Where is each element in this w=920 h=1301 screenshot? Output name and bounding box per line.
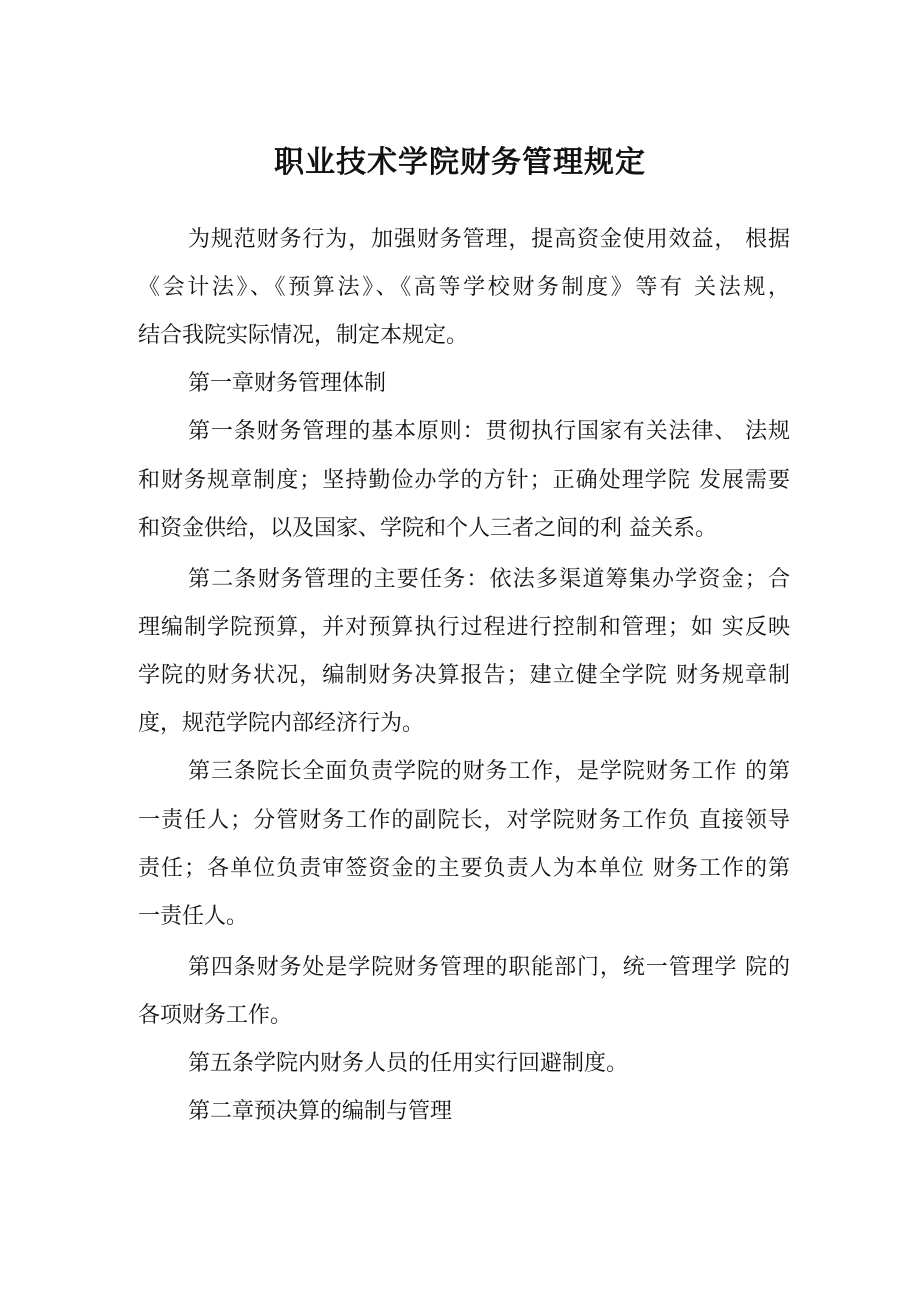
paragraph-line: 学院的财务状况，编制财务决算报告；建立健全学院 财务规章制	[138, 663, 790, 688]
paragraph-line: 一责任人；分管财务工作的副院长，对学院财务工作负 直接领导	[138, 808, 790, 833]
paragraph-line: 和资金供给，以及国家、学院和个人三者之间的利 益关系。	[138, 516, 717, 541]
paragraph-line: 各项财务工作。	[138, 1003, 293, 1028]
paragraph-line: 《会计法》、《预算法》、《高等学校财务制度》等有 关法规，	[138, 275, 790, 300]
paragraph-line: 度，规范学院内部经济行为。	[138, 711, 425, 736]
paragraph-line: 第五条学院内财务人员的任用实行回避制度。	[188, 1051, 629, 1076]
paragraph-line: 一责任人。	[138, 904, 249, 929]
paragraph-line: 第一条财务管理的基本原则：贯彻执行国家有关法律、 法规	[188, 419, 790, 444]
chapter-heading: 第二章预决算的编制与管理	[188, 1099, 453, 1124]
paragraph-line: 理编制学院预算，并对预算执行过程进行控制和管理；如 实反映	[138, 615, 790, 640]
paragraph-line: 和财务规章制度；坚持勤俭办学的方针；正确处理学院 发展需要	[138, 468, 790, 493]
paragraph-line: 第二条财务管理的主要任务：依法多渠道筹集办学资金；合	[188, 567, 790, 592]
paragraph-line: 第四条财务处是学院财务管理的职能部门，统一管理学 院的	[188, 955, 790, 980]
paragraph-line: 责任；各单位负责审签资金的主要负责人为本单位 财务工作的第	[138, 856, 790, 881]
paragraph-line: 为规范财务行为，加强财务管理，提高资金使用效益， 根据	[188, 227, 790, 252]
document-title: 职业技术学院财务管理规定	[274, 145, 646, 180]
paragraph-line: 结合我院实际情况，制定本规定。	[138, 323, 469, 348]
chapter-heading: 第一章财务管理体制	[188, 371, 387, 396]
paragraph-line: 第三条院长全面负责学院的财务工作，是学院财务工作 的第	[188, 759, 790, 784]
